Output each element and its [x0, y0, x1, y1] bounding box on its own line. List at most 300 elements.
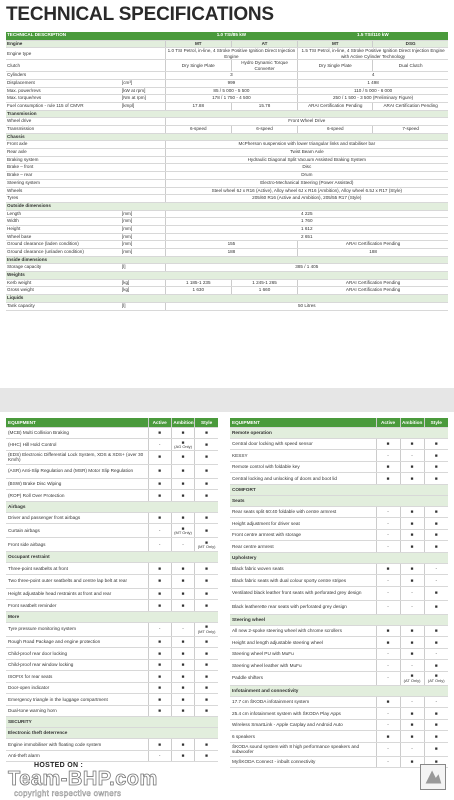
equipment-mark-style — [195, 682, 218, 694]
availability-mark: - — [158, 527, 161, 533]
spec-label: Length — [6, 210, 121, 218]
equipment-feature-label: ŠKODA sound system with 8 high performance speakers and subwoofer — [230, 742, 376, 756]
equipment-row — [6, 648, 218, 660]
equipment-mark-style — [424, 600, 448, 614]
spec-label: Max. power/revs — [6, 87, 121, 95]
equipment-feature-label: Front side airbags — [6, 538, 148, 552]
equipment-mark-style — [424, 731, 448, 743]
equipment-mark-ambition — [400, 438, 424, 450]
spec-value: 17.88 — [165, 102, 231, 110]
equipment-mark-active — [376, 518, 400, 530]
availability-mark: ■ — [386, 441, 390, 447]
availability-mark: ■ — [181, 565, 185, 571]
spec-value: 6-speed — [231, 126, 297, 134]
equipment-mark-active — [148, 563, 171, 575]
equipment-mark-active — [148, 464, 171, 478]
equipment-mark-style — [424, 742, 448, 756]
equipment-mark-style — [195, 622, 218, 636]
spec-label: Width — [6, 218, 121, 226]
availability-mark: ■ — [386, 464, 390, 470]
equipment-feature-label: Ventilated black leather front seats with perforated grey design — [230, 586, 376, 600]
equipment-mark-ambition — [400, 625, 424, 637]
equipment-mark-active — [148, 439, 171, 451]
availability-mark: ■ — [434, 543, 438, 549]
equipment-mark-style — [424, 719, 448, 731]
equipment-feature-label: Paddle shifters — [230, 671, 376, 685]
equipment-feature-label: Rough Road Package and engine protection — [6, 636, 148, 648]
spec-unit — [121, 126, 165, 134]
spec-unit: [mm] — [121, 210, 165, 218]
equipment-header-style: Style — [195, 418, 218, 427]
equipment-mark-ambition — [171, 636, 194, 648]
equipment-row — [230, 600, 448, 614]
spec-section-row — [6, 272, 448, 280]
availability-mark: ■ — [181, 602, 185, 608]
equipment-row — [230, 660, 448, 672]
availability-mark: - — [387, 590, 389, 596]
spec-unit — [121, 195, 165, 203]
availability-mark: ■ — [434, 475, 438, 481]
availability-mark: ■ — [205, 639, 208, 645]
equipment-mark-style — [195, 427, 218, 439]
equipment-mark-active — [148, 512, 171, 524]
equipment-mark-ambition — [171, 694, 194, 706]
availability-mark: - — [435, 699, 438, 705]
equipment-mark-ambition — [171, 659, 194, 671]
spec-section-title: Weights — [6, 272, 448, 280]
equipment-row — [230, 529, 448, 541]
availability-mark: ■ — [158, 673, 162, 679]
availability-note: (AT Only) — [427, 677, 445, 683]
spec-row — [6, 195, 448, 203]
equipment-feature-label: (EDS) Electronic Differential Lock System, XDS & XDS+ (over 30 Km/h) — [6, 450, 148, 464]
availability-mark: ■ — [181, 481, 185, 487]
equipment-section-row — [230, 484, 448, 495]
availability-mark: ■ — [181, 515, 185, 521]
equipment-section-row — [6, 552, 218, 563]
equipment-row — [230, 473, 448, 485]
equipment-row — [6, 659, 218, 671]
equipment-mark-style — [195, 464, 218, 478]
spec-label: Kerb weight — [6, 279, 121, 287]
equipment-header-ambition: Ambition — [171, 418, 194, 427]
equipment-mark-ambition — [400, 541, 424, 553]
availability-mark: ■ — [434, 604, 438, 610]
equipment-feature-label: (ASR) Anti-Slip Regulation and (MSR) Motor Slip Regulation — [6, 464, 148, 478]
spec-unit: [mm] — [121, 241, 165, 249]
availability-mark: - — [387, 759, 389, 765]
equipment-mark-style — [424, 708, 448, 720]
availability-mark: ■ — [181, 525, 185, 531]
availability-mark: ■ — [205, 673, 208, 679]
availability-mark: ■ — [205, 741, 208, 747]
availability-mark: ■ — [205, 468, 208, 474]
spec-row — [6, 95, 448, 103]
spec-value: 188 — [298, 249, 448, 257]
availability-mark: - — [158, 541, 161, 547]
equipment-section-title: Airbags — [6, 501, 218, 512]
spec-label: Displacement — [6, 79, 121, 87]
availability-mark: ■ — [158, 578, 162, 584]
equipment-mark-ambition — [400, 637, 424, 649]
equipment-mark-style — [195, 750, 218, 762]
equipment-row — [230, 438, 448, 450]
equipment-mark-active — [376, 529, 400, 541]
availability-mark: ■ — [205, 527, 208, 533]
availability-mark: ■ — [181, 673, 185, 679]
equipment-feature-label: Central locking and unlocking of doors and boot lid — [230, 473, 376, 485]
availability-mark: ■ — [205, 708, 208, 714]
equipment-section-title: Steering wheel — [230, 614, 448, 625]
equipment-feature-label: Black fabric seats with dual colour sporty centre stripes — [230, 575, 376, 587]
equipment-mark-style — [195, 478, 218, 490]
availability-mark: ■ — [205, 539, 208, 545]
equipment-feature-label: Child-proof rear window locking — [6, 659, 148, 671]
equipment-row — [230, 563, 448, 575]
availability-mark: ■ — [205, 696, 208, 702]
copyright-watermark: copyright respective owners — [14, 789, 122, 798]
availability-mark: ■ — [205, 481, 208, 487]
availability-mark: ■ — [410, 639, 414, 645]
spec-unit — [121, 156, 165, 164]
equipment-section-row — [6, 717, 218, 728]
spec-label: Engine — [6, 40, 121, 48]
availability-mark: - — [387, 651, 389, 657]
spec-unit: [mm] — [121, 233, 165, 241]
spec-unit — [121, 118, 165, 126]
equipment-mark-ambition — [400, 719, 424, 731]
equipment-mark-ambition — [171, 671, 194, 683]
spec-value: 178 / 1 750 - 4 500 — [165, 95, 298, 103]
availability-mark: - — [387, 509, 389, 515]
availability-mark: ■ — [205, 624, 208, 630]
equipment-row — [230, 518, 448, 530]
equipment-mark-ambition — [400, 461, 424, 473]
equipment-feature-label: Height and length adjustable steering wheel — [230, 637, 376, 649]
technical-spec-table — [6, 32, 448, 311]
availability-mark: ■ — [386, 566, 390, 572]
availability-mark: - — [411, 452, 413, 458]
equipment-mark-active — [148, 636, 171, 648]
equipment-row — [230, 719, 448, 731]
spec-header-description: TECHNICAL DESCRIPTION — [6, 32, 165, 40]
availability-mark: ■ — [158, 685, 162, 691]
availability-mark: ■ — [386, 639, 390, 645]
spec-section-row — [6, 202, 448, 210]
equipment-feature-label: Three-point seatbelts at front — [6, 563, 148, 575]
equipment-feature-label: Remote control with foldable key — [230, 461, 376, 473]
availability-mark: ■ — [205, 441, 208, 447]
availability-mark: - — [158, 753, 161, 759]
equipment-mark-active — [148, 694, 171, 706]
availability-mark: ■ — [386, 699, 390, 705]
spec-value: DSG — [373, 40, 448, 48]
spec-value: Twist Beam Axle — [165, 149, 448, 157]
equipment-mark-ambition — [400, 696, 424, 708]
equipment-row — [6, 671, 218, 683]
equipment-mark-style — [424, 696, 448, 708]
spec-value: AT — [231, 40, 297, 48]
hosted-on-label: HOSTED ON : — [34, 762, 84, 769]
equipment-feature-label: Black fabric woven seats — [230, 563, 376, 575]
equipment-row — [6, 439, 218, 451]
spec-row — [6, 218, 448, 226]
availability-mark: ■ — [386, 475, 390, 481]
spec-label: Gross weight — [6, 287, 121, 295]
equipment-feature-label: Door-open indicator — [6, 682, 148, 694]
equipment-mark-active — [148, 659, 171, 671]
equipment-header-row — [230, 418, 448, 427]
spec-value: 85 / 5 000 - 5 500 — [165, 87, 298, 95]
equipment-mark-active — [376, 575, 400, 587]
spec-value: 1 630 — [165, 287, 231, 295]
equipment-mark-ambition — [171, 682, 194, 694]
spec-label: Braking system — [6, 156, 121, 164]
spec-value: ARAI Certification Pending — [298, 102, 373, 110]
availability-mark: ■ — [158, 591, 162, 597]
equipment-feature-label: Steering wheel PU with MuFu — [230, 648, 376, 660]
equipment-row — [6, 600, 218, 612]
equipment-row — [6, 636, 218, 648]
availability-mark: ■ — [410, 441, 414, 447]
spec-value: 1 245-1 265 — [231, 279, 297, 287]
spec-row — [6, 210, 448, 218]
spec-unit: [kg] — [121, 279, 165, 287]
spec-value: 4 — [298, 72, 448, 80]
equipment-mark-active — [376, 660, 400, 672]
spec-label: Fuel consumption - rule 115 of CMVR — [6, 102, 121, 110]
equipment-mark-active — [148, 600, 171, 612]
spec-row — [6, 302, 448, 310]
equipment-mark-active — [148, 705, 171, 717]
brand-watermark: Team-BHP.com — [8, 768, 158, 790]
spec-value: 205/60 R16 (Active and Ambition), 205/55 R17 (Style) — [165, 195, 448, 203]
spec-section-row — [6, 110, 448, 118]
availability-mark: ■ — [205, 565, 208, 571]
availability-mark: ■ — [386, 733, 390, 739]
equipment-mark-style — [424, 648, 448, 660]
spec-row — [6, 48, 448, 60]
availability-mark: ■ — [158, 481, 162, 487]
spec-label: Clutch — [6, 60, 121, 72]
availability-mark: ■ — [434, 662, 438, 668]
equipment-row — [230, 708, 448, 720]
equipment-mark-active — [376, 708, 400, 720]
equipment-mark-ambition — [171, 739, 194, 751]
availability-mark: ■ — [434, 441, 438, 447]
availability-mark: ■ — [158, 430, 162, 436]
spec-row — [6, 249, 448, 257]
equipment-mark-style — [424, 461, 448, 473]
availability-mark: ■ — [410, 759, 414, 765]
equipment-mark-style — [424, 518, 448, 530]
equipment-mark-active — [148, 750, 171, 762]
equipment-section-row — [230, 552, 448, 563]
equipment-row — [230, 575, 448, 587]
availability-note: (MT Only) — [197, 544, 216, 550]
equipment-section-title: More — [6, 611, 218, 622]
spec-value: 250 / 1 500 - 3 500 (Preliminary Figure) — [298, 95, 448, 103]
spec-value: 385 / 1 405 — [165, 264, 448, 272]
equipment-feature-label: Front seatbelt reminder — [6, 600, 148, 612]
availability-mark: ■ — [158, 741, 162, 747]
spec-value: Electro-Mechanical Steering (Power Assisted) — [165, 179, 448, 187]
spec-value: 50 Litres — [165, 302, 448, 310]
equipment-mark-active — [148, 671, 171, 683]
availability-mark: ■ — [434, 509, 438, 515]
equipment-mark-ambition — [400, 731, 424, 743]
spec-row — [6, 72, 448, 80]
equipment-feature-label: Central door locking with speed sensor — [230, 438, 376, 450]
equipment-section-title: Remote operation — [230, 427, 448, 438]
equipment-feature-label: Rear seats split 60:40 foldable with centre armrest — [230, 506, 376, 518]
spec-label: Tank capacity — [6, 302, 121, 310]
availability-mark: ■ — [410, 733, 414, 739]
spec-row — [6, 279, 448, 287]
equipment-mark-active — [376, 625, 400, 637]
equipment-mark-active — [376, 450, 400, 462]
equipment-section-row — [6, 611, 218, 622]
spec-section-row — [6, 40, 448, 48]
equipment-row — [6, 464, 218, 478]
equipment-feature-label: Curtain airbags — [6, 524, 148, 538]
availability-mark: ■ — [158, 492, 162, 498]
equipment-feature-label: MyŠKODA Connect - inbuilt connectivity — [230, 756, 376, 768]
equipment-mark-style — [195, 588, 218, 600]
spec-header-engine-2: 1.5 TSI/110 kW — [298, 32, 448, 40]
equipment-mark-ambition — [171, 478, 194, 490]
equipment-row — [6, 682, 218, 694]
equipment-feature-label: Wireless SmartLink - Apple Carplay and Android Auto — [230, 719, 376, 731]
equipment-mark-active — [148, 739, 171, 751]
availability-mark: ■ — [158, 515, 162, 521]
spec-unit — [121, 141, 165, 149]
equipment-mark-ambition — [400, 586, 424, 600]
equipment-mark-style — [424, 541, 448, 553]
equipment-feature-label: (MCB) Multi Collision Braking — [6, 427, 148, 439]
availability-mark: ■ — [181, 430, 185, 436]
watermark — [4, 762, 450, 798]
equipment-mark-style — [424, 660, 448, 672]
availability-mark: - — [182, 541, 184, 547]
availability-mark: ■ — [181, 708, 185, 714]
spec-value: 155 — [165, 241, 298, 249]
equipment-header-active: Active — [148, 418, 171, 427]
equipment-mark-ambition — [400, 671, 424, 685]
spec-label: Height — [6, 225, 121, 233]
equipment-mark-ambition — [171, 439, 194, 451]
equipment-mark-style — [424, 450, 448, 462]
spec-header-row — [6, 32, 448, 40]
availability-mark: ■ — [181, 454, 185, 460]
equipment-feature-label: Height adjustable head restraints at front and rear — [6, 588, 148, 600]
equipment-mark-active — [148, 574, 171, 588]
availability-mark: ■ — [158, 662, 162, 668]
equipment-row — [230, 671, 448, 685]
equipment-feature-label: Steering wheel leather with MuFu — [230, 660, 376, 672]
equipment-row — [6, 705, 218, 717]
availability-mark: ■ — [410, 673, 414, 679]
spec-value: 1 612 — [165, 225, 448, 233]
spec-section-row — [6, 133, 448, 141]
equipment-row — [6, 694, 218, 706]
equipment-row — [6, 478, 218, 490]
equipment-feature-label: 25.4 cm infotainment system with ŠKODA Play Apps — [230, 708, 376, 720]
spec-row — [6, 156, 448, 164]
availability-mark: ■ — [434, 520, 438, 526]
equipment-row — [6, 750, 218, 762]
availability-mark: ■ — [410, 651, 414, 657]
availability-mark: - — [435, 651, 438, 657]
equipment-mark-style — [195, 524, 218, 538]
availability-mark: ■ — [205, 515, 208, 521]
equipment-mark-active — [376, 719, 400, 731]
equipment-mark-ambition — [400, 708, 424, 720]
spec-section-row — [6, 295, 448, 303]
spec-section-title: Chassis — [6, 133, 448, 141]
availability-mark: - — [387, 520, 389, 526]
equipment-feature-label: Height adjustment for driver seat — [230, 518, 376, 530]
equipment-mark-ambition — [171, 464, 194, 478]
equipment-mark-ambition — [400, 648, 424, 660]
availability-mark: - — [158, 441, 161, 447]
equipment-mark-style — [424, 625, 448, 637]
equipment-mark-style — [195, 450, 218, 464]
availability-mark: - — [435, 566, 438, 572]
equipment-feature-label: (ROP) Roll Over Protection — [6, 490, 148, 502]
spec-value: Steel wheel 6J x R16 (Active), Alloy wheel 6J x R16 (Ambition), Alloy wheel 6.5J x R17 (Style) — [165, 187, 448, 195]
spec-value: Drum — [165, 172, 448, 180]
availability-mark: ■ — [181, 753, 185, 759]
spec-value: 1 660 — [231, 287, 297, 295]
equipment-row — [230, 541, 448, 553]
spec-value: 999 — [165, 79, 298, 87]
spec-label: Storage capacity — [6, 264, 121, 272]
spec-value: 1 185-1 235 — [165, 279, 231, 287]
spec-value: Hydro Dynamic Torque Converter — [231, 60, 297, 72]
spec-row — [6, 79, 448, 87]
spec-row — [6, 118, 448, 126]
availability-mark: ■ — [410, 566, 414, 572]
availability-mark: ■ — [158, 708, 162, 714]
equipment-mark-ambition — [400, 518, 424, 530]
spec-unit: [mm] — [121, 249, 165, 257]
spec-unit: [mm] — [121, 218, 165, 226]
spec-row — [6, 126, 448, 134]
equipment-mark-active — [148, 538, 171, 552]
equipment-mark-active — [376, 563, 400, 575]
equipment-section-title: COMFORT — [230, 484, 448, 495]
equipment-row — [6, 490, 218, 502]
availability-note: (MT Only) — [174, 530, 192, 536]
equipment-mark-style — [424, 473, 448, 485]
equipment-table-right — [230, 418, 448, 768]
availability-mark: ■ — [434, 639, 438, 645]
equipment-mark-active — [376, 473, 400, 485]
equipment-feature-label: Engine immobiliser with floating code system — [6, 739, 148, 751]
availability-mark: ■ — [410, 628, 414, 634]
equipment-mark-active — [148, 524, 171, 538]
equipment-section-row — [6, 501, 218, 512]
spec-label: Engine type — [6, 48, 121, 60]
availability-mark: - — [387, 746, 389, 752]
availability-mark: ■ — [205, 430, 208, 436]
equipment-header-label: EQUIPMENT — [6, 418, 148, 427]
availability-mark: - — [387, 722, 389, 728]
equipment-mark-ambition — [400, 600, 424, 614]
equipment-feature-label: Dual-tone warning horn — [6, 705, 148, 717]
page-title: TECHNICAL SPECIFICATIONS — [6, 4, 274, 25]
